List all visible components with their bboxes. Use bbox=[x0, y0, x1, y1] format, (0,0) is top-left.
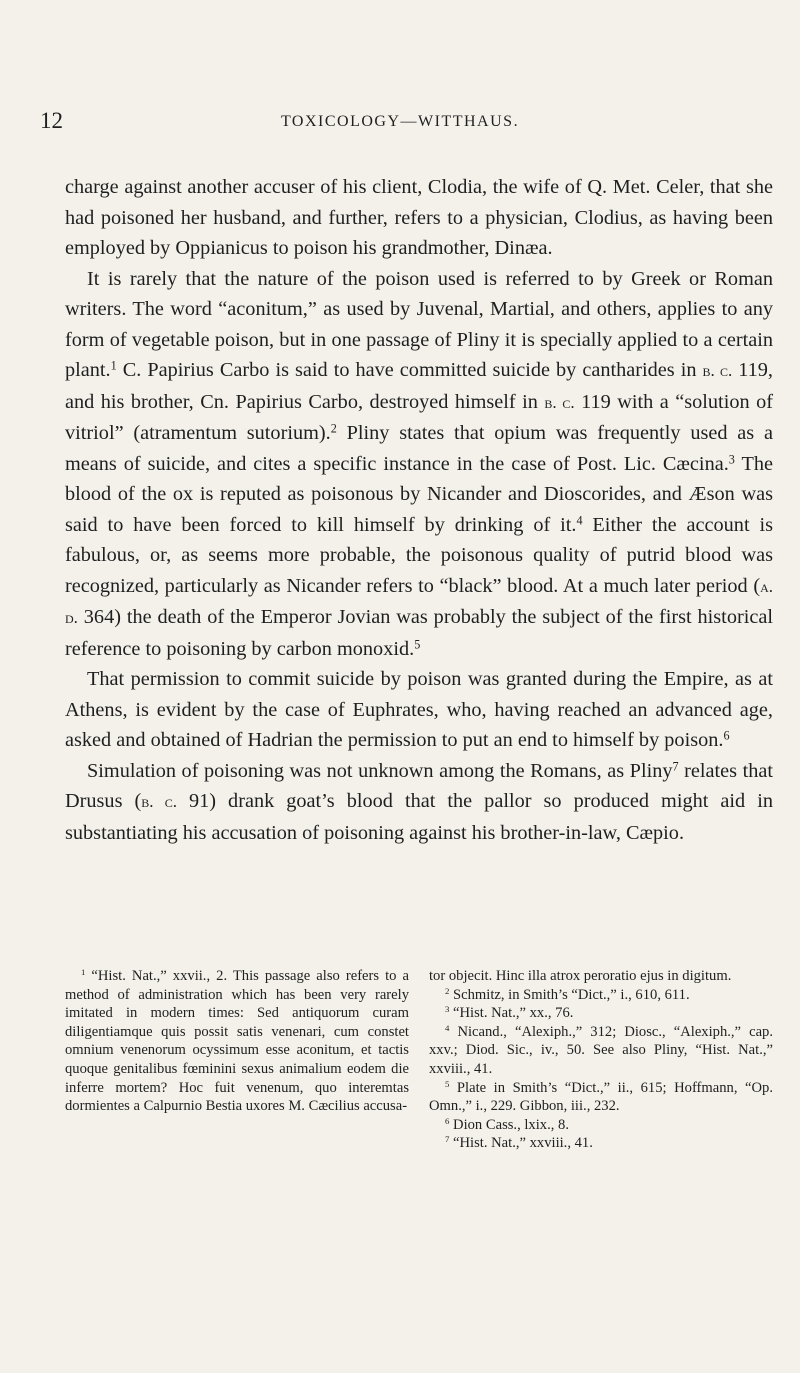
page-header bbox=[0, 108, 800, 138]
footnote-ref-1: 1 bbox=[110, 358, 117, 373]
era-abbrev: b. c. bbox=[544, 392, 575, 412]
footnote-1: $^1$ “Hist. Nat.,” xxvii., 2. This passage also refers to a method of administration which has been very rarely imitated in modern times: Sed antiquorum curam diligentiamque quis possit satis venenari, cum constet omnium venenorum ocyssimum esse aconitum, et tactis quoque genitalibus fœminini sexus animalium eodem die inferre mortem? Hoc fuit venenum, quo interemtas dormientes a Calpurnio Bestia uxores M. Cæcilius accusa- bbox=[65, 967, 409, 1115]
footnote-ref-4: 4 bbox=[576, 512, 583, 527]
footnote-6: $^6$ Dion Cass., lxix., 8. bbox=[445, 1115, 569, 1133]
main-text bbox=[65, 172, 773, 848]
footnote-7: $^7$ “Hist. Nat.,” xxviii., 41. bbox=[445, 1134, 593, 1152]
footnote-1-continued: tor objecit. Hinc illa atrox peroratio ejus in digitum. bbox=[429, 968, 732, 984]
footnote-ref-7: 7 bbox=[672, 758, 679, 773]
paragraph-3: That permission to commit suicide by poison was granted during the Empire, as at Athens, is evident by the case of Euphrates, who, having reached an advanced age, asked and obtained of Hadrian the permission to put an end to himself by poison.$^6$ bbox=[65, 668, 773, 751]
footnote-ref-2: 2 bbox=[330, 421, 337, 436]
footnotes-right-column bbox=[429, 967, 773, 1153]
footnote-ref-5: 5 bbox=[414, 636, 421, 651]
footnote-3: $^3$ “Hist. Nat.,” xx., 76. bbox=[445, 1004, 574, 1022]
era-abbrev: b. c. bbox=[702, 361, 733, 380]
footnotes-left-column bbox=[65, 967, 409, 1153]
paragraph-1: charge against another accuser of his client, Clodia, the wife of Q. Met. Celer, that she had poisoned her husband, and further, refers to a physician, Clodius, as having been employed by Oppianicus to poison his grandmother, Dinæa. bbox=[65, 176, 773, 259]
footnote-5: $^5$ Plate in Smith’s “Dict.,” ii., 615; Hoffmann, “Op. Omn.,” i., 229. Gibbon, iii., 232. bbox=[429, 1078, 773, 1115]
paragraph-4: Simulation of poisoning was not unknown among the Romans, as Pliny$^7$ relates that Drusus (b. c. 91) drank goat’s blood that the pallor so produced might aid in substantiating his accusation of poisoning against his brother-in-law, Cæpio. bbox=[65, 758, 773, 844]
footnote-2: $^2$ Schmitz, in Smith’s “Dict.,” i., 610, 611. bbox=[445, 985, 690, 1003]
running-head: TOXICOLOGY—WITTHAUS. bbox=[280, 113, 520, 130]
footnote-ref-3: 3 bbox=[728, 451, 735, 466]
era-abbrev: a. d. bbox=[65, 576, 773, 627]
footnote-4: $^4$ Nicand., “Alexiph.,” 312; Diosc., “Alexiph.,” cap. xxv.; Diod. Sic., iv., 50. See also Pliny, “Hist. Nat.,” xxviii., 41. bbox=[429, 1022, 773, 1077]
footnotes bbox=[65, 967, 773, 1153]
footnote-ref-6: 6 bbox=[723, 728, 730, 743]
era-abbrev: b. c. bbox=[141, 792, 177, 811]
paragraph-2: It is rarely that the nature of the poison used is referred to by Greek or Roman writers. The word “aconitum,” as used by Juvenal, Martial, and others, applies to any form of vegetable poison, but in one passage of Pliny it is specially applied to a certain plant.$^1$ C. Papirius Carbo is said to have committed suicide by cantharides in b. c. 119, and his brother, Cn. Papirius Carbo, destroyed himself in b. c. 119 with a “solution of vitriol” (atramentum sutorium).$^2$ Pliny states that opium was frequently used as a means of suicide, and cites a specific instance in the case of Post. Lic. Cæcina.$^3$ The blood of the ox is reputed as poisonous by Nicander and Dioscorides, and Æson was said to have been forced to kill himself by drinking of it.$^4$ Either the account is fabulous, or, as seems more probable, the poisonous quality of putrid blood was recognized, particularly as Nicander refers to “black” blood. At a much later period (a. d. 364) the death of the Emperor Jovian was probably the subject of the first historical reference to poisoning by carbon monoxid.$^5$ bbox=[65, 267, 773, 660]
page-number: 12 bbox=[40, 108, 63, 133]
